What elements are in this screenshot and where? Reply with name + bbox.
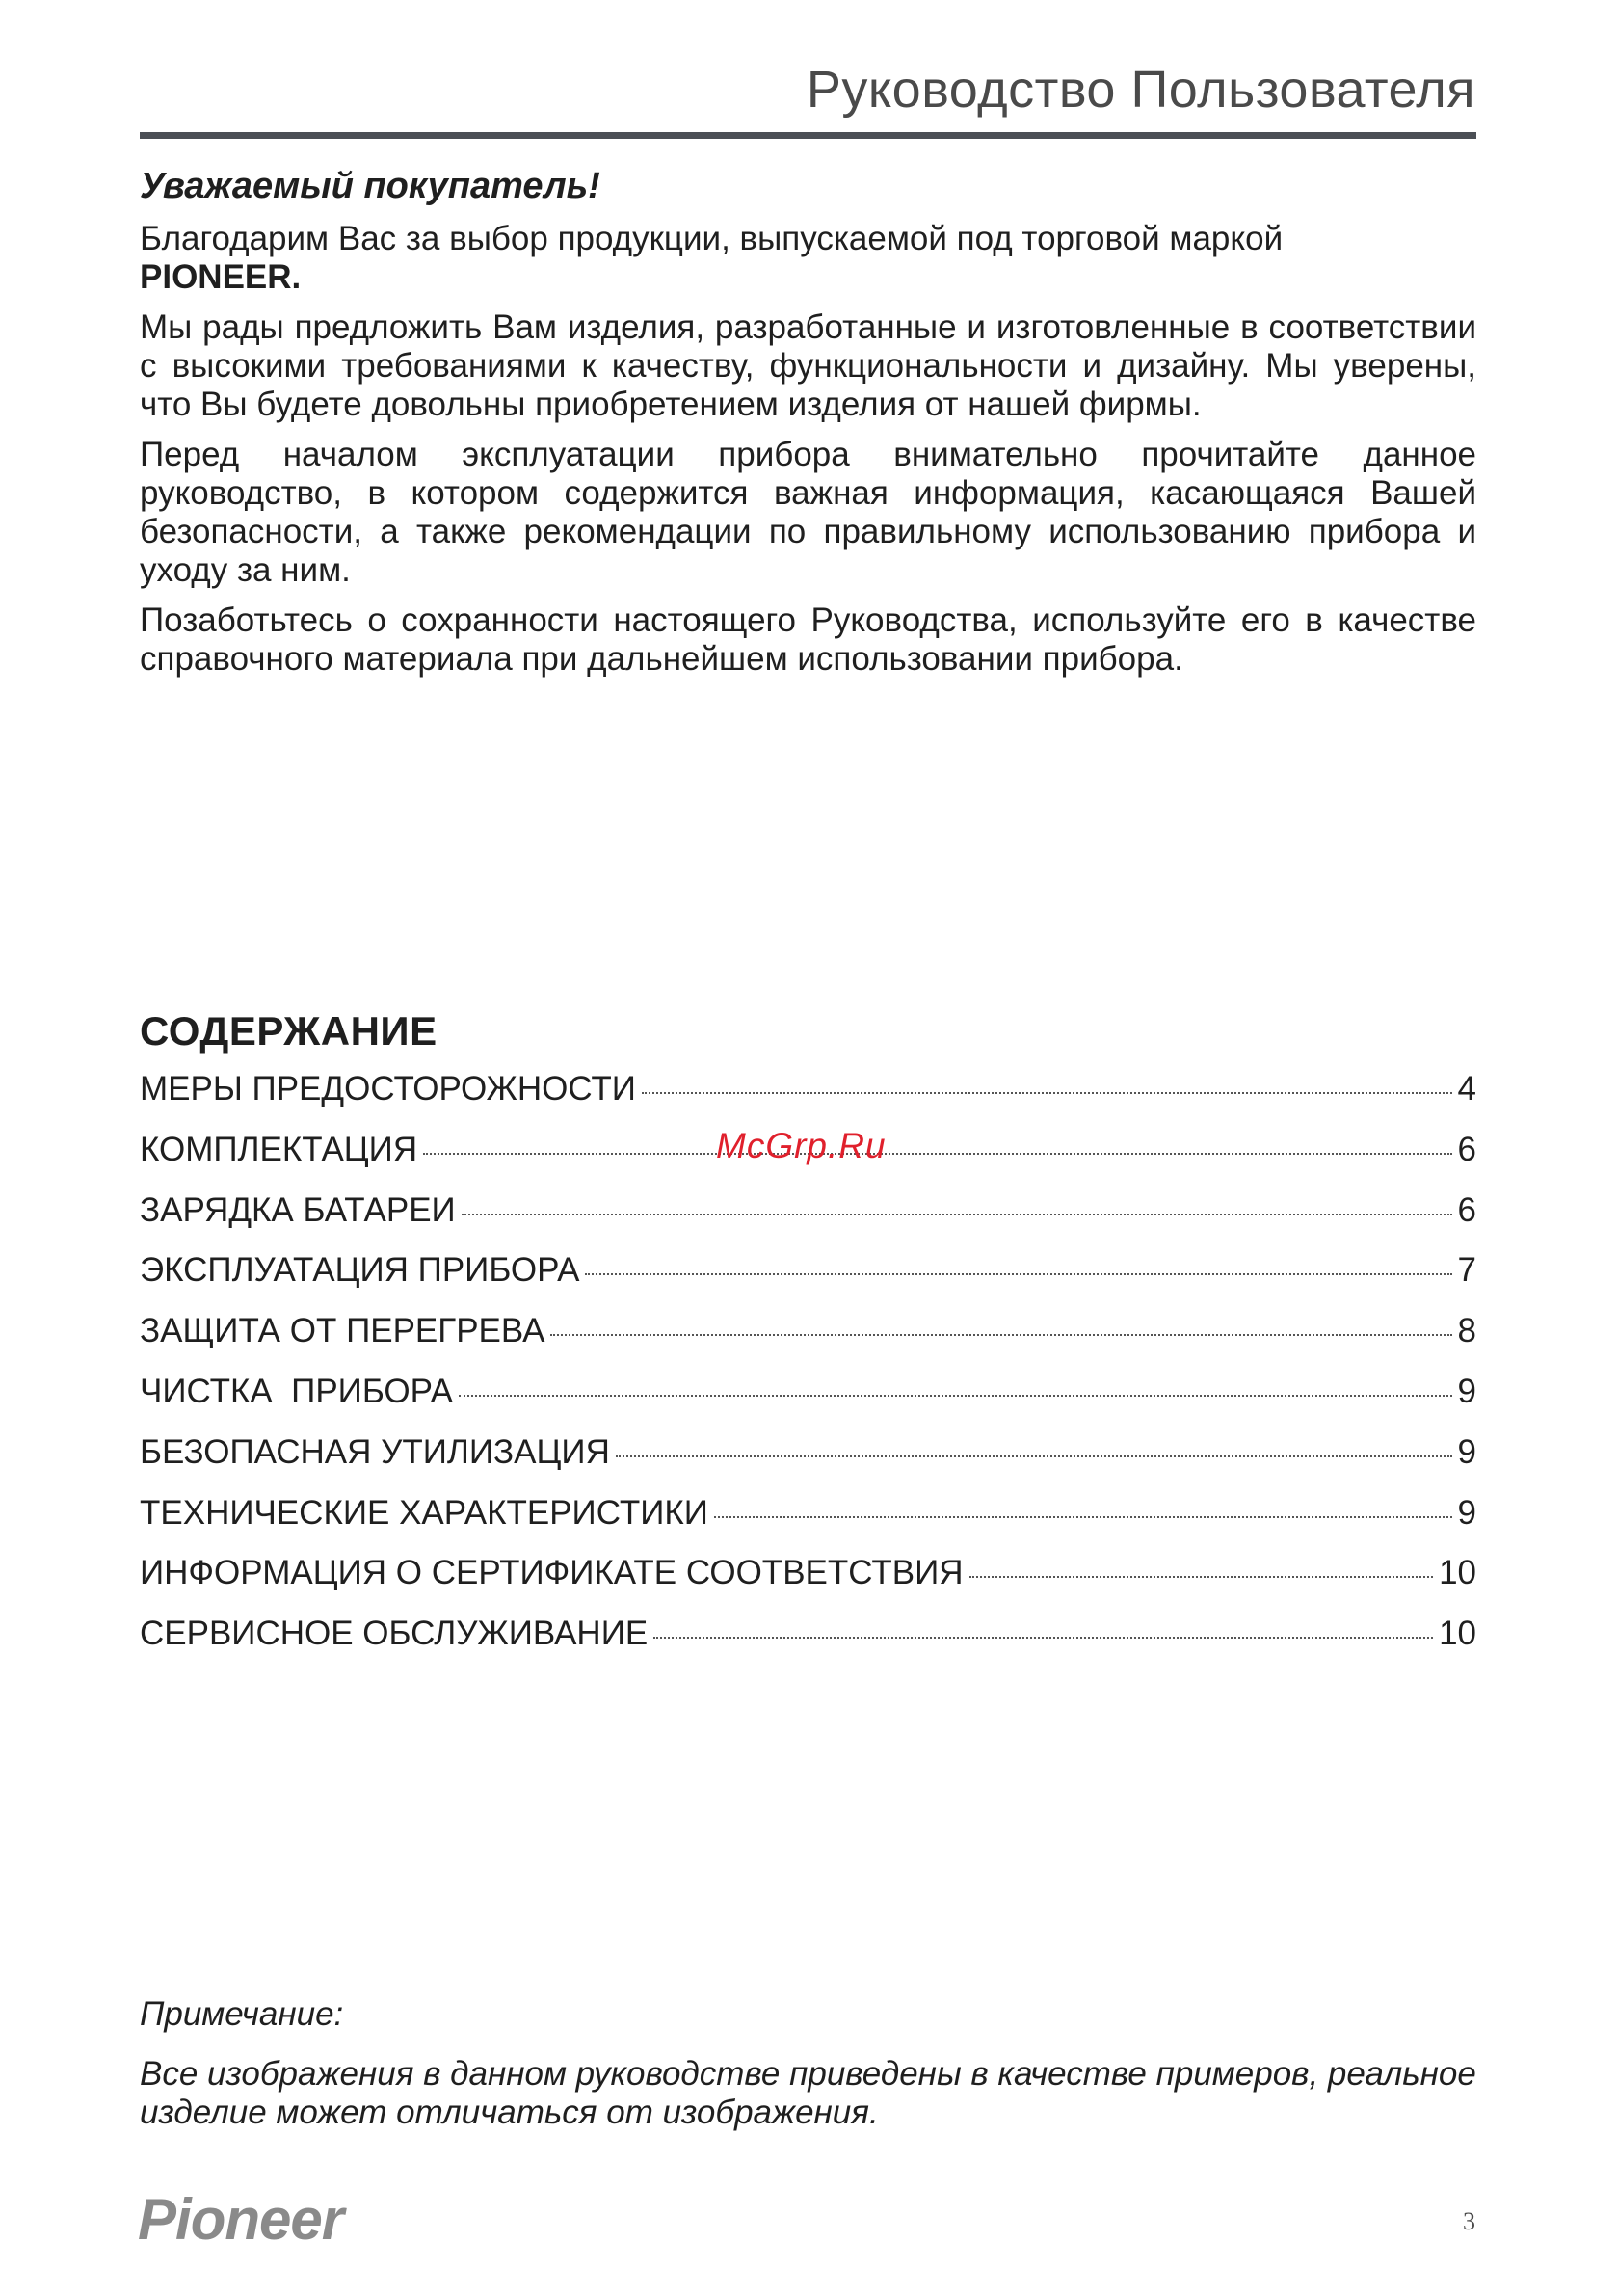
toc-item[interactable]: [140, 1191, 1476, 1252]
toc-leader-dots: [423, 1153, 1451, 1155]
page-header-title: Руководство Пользователя: [806, 61, 1475, 119]
toc-item-page: 10: [1439, 1554, 1476, 1592]
toc-item[interactable]: [140, 1070, 1476, 1131]
intro-paragraph-4: Позаботьтесь о сохранности настоящего Руководства, используйте его в качестве справочного материала при дальнейшем использовании прибора.: [140, 601, 1476, 678]
toc-leader-dots: [459, 1395, 1452, 1397]
toc-item-page: 9: [1457, 1432, 1476, 1471]
toc-leader-dots: [969, 1576, 1434, 1578]
intro-paragraph-3: Перед началом эксплуатации прибора внимательно прочитайте данное руководство, в котором содержится важная информация, касающаяся Вашей безопасности, а также рекомендации по правильному использованию прибора и уходу за ним.: [140, 436, 1476, 589]
header-divider: [140, 132, 1476, 139]
toc-item[interactable]: [140, 1251, 1476, 1312]
toc-heading: СОДЕРЖАНИЕ: [140, 1008, 438, 1054]
toc-item[interactable]: [140, 1312, 1476, 1373]
watermark-text: McGrp.Ru: [716, 1126, 887, 1165]
toc-item-title: СЕРВИСНОЕ ОБСЛУЖИВАНИЕ: [140, 1615, 649, 1653]
toc-item[interactable]: [140, 1554, 1476, 1615]
toc-item-page: 7: [1457, 1251, 1476, 1290]
note-text: Все изображения в данном руководстве приведены в качестве примеров, реальное изделие может отличаться от изображения.: [140, 2055, 1476, 2131]
toc-leader-dots: [550, 1334, 1451, 1336]
pioneer-logo: Pioneer: [138, 2187, 344, 2252]
toc-item-title: ЗАЩИТА ОТ ПЕРЕГРЕВА: [140, 1312, 545, 1350]
note-label: Примечание:: [140, 1995, 344, 2033]
greeting-heading: Уважаемый покупатель!: [140, 166, 600, 206]
toc-item-page: 9: [1457, 1493, 1476, 1532]
toc-item[interactable]: [140, 1433, 1476, 1494]
toc-item-page: 9: [1457, 1372, 1476, 1410]
page-number: 3: [1463, 2207, 1475, 2235]
toc-item-title: ИНФОРМАЦИЯ О СЕРТИФИКАТЕ СООТВЕТСТВИЯ: [140, 1554, 964, 1592]
toc-leader-dots: [714, 1516, 1452, 1518]
toc-item-title: МЕРЫ ПРЕДОСТОРОЖНОСТИ: [140, 1070, 636, 1108]
brand-name: PIONEER.: [140, 258, 302, 296]
toc-item-title: ЧИСТКА ПРИБОРА: [140, 1372, 453, 1410]
toc-item-page: 4: [1457, 1070, 1476, 1108]
intro-section: [140, 220, 1476, 690]
intro-paragraph-1-text: Благодарим Вас за выбор продукции, выпускаемой под торговой маркой: [140, 220, 1284, 257]
toc-item-title: ЗАРЯДКА БАТАРЕИ: [140, 1190, 456, 1229]
toc-item-page: 8: [1457, 1312, 1476, 1350]
toc-item[interactable]: [140, 1615, 1476, 1675]
toc-item-page: 6: [1457, 1190, 1476, 1229]
toc-item-title: БЕЗОПАСНАЯ УТИЛИЗАЦИЯ: [140, 1432, 610, 1471]
toc-item-title: ЭКСПЛУАТАЦИЯ ПРИБОРА: [140, 1251, 580, 1290]
toc-leader-dots: [585, 1273, 1451, 1275]
toc-leader-dots: [616, 1455, 1452, 1457]
toc-item[interactable]: [140, 1494, 1476, 1555]
toc-item-page: 10: [1439, 1615, 1476, 1653]
toc-leader-dots: [653, 1637, 1433, 1639]
toc-item[interactable]: [140, 1373, 1476, 1433]
intro-paragraph-1: [140, 220, 1476, 297]
toc-leader-dots: [642, 1092, 1452, 1094]
intro-paragraph-2: Мы рады предложить Вам изделия, разработанные и изготовленные в соответствии с высокими требованиями к качеству, функциональности и дизайну. Мы уверены, что Вы будете довольны приобретением изделия от нашей фирмы.: [140, 308, 1476, 423]
toc-item-title: ТЕХНИЧЕСКИЕ ХАРАКТЕРИСТИКИ: [140, 1493, 708, 1532]
toc-item-page: 6: [1457, 1130, 1476, 1168]
toc-leader-dots: [462, 1214, 1452, 1215]
toc-item-title: КОМПЛЕКТАЦИЯ: [140, 1130, 418, 1168]
